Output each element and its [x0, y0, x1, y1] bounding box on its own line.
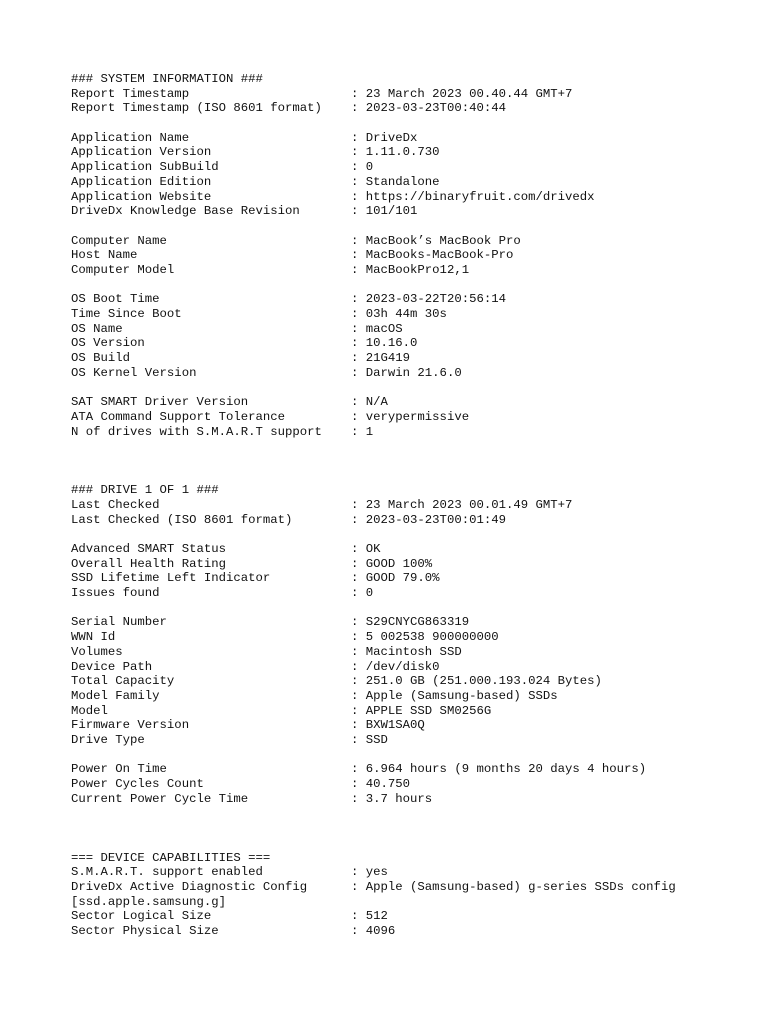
- field-label: Power Cycles Count: [71, 777, 204, 792]
- application-version-row: [71, 145, 751, 160]
- ata-tolerance-row: [71, 410, 751, 425]
- field-label: Last Checked (ISO 8601 format): [71, 512, 293, 527]
- diagnostic-config-row: [71, 880, 751, 895]
- power-on-time-row: [71, 762, 751, 777]
- field-value: : MacBookPro12,1: [351, 263, 469, 278]
- field-value: : BXW1SA0Q: [351, 718, 425, 733]
- field-value: : Apple (Samsung-based) g-series SSDs config: [351, 880, 676, 895]
- field-value: : Standalone: [351, 175, 440, 190]
- smart-status-row: [71, 542, 751, 557]
- field-value: : Darwin 21.6.0: [351, 366, 462, 381]
- field-value: : 0: [351, 160, 373, 175]
- field-label: SAT SMART Driver Version: [71, 395, 249, 410]
- issues-found-row: [71, 586, 751, 601]
- host-name-row: [71, 248, 751, 263]
- application-subbuild-row: [71, 160, 751, 175]
- field-value: : 6.964 hours (9 months 20 days 4 hours): [351, 762, 646, 777]
- smart-drive-count-row: [71, 425, 751, 440]
- kb-revision-row: [71, 204, 751, 219]
- application-website-row: [71, 190, 751, 205]
- section-spacer: [71, 806, 751, 850]
- device-path-row: [71, 660, 751, 675]
- field-value: : 2023-03-22T20:56:14: [351, 292, 506, 307]
- field-value: : 101/101: [351, 204, 417, 219]
- model-family-row: [71, 689, 751, 704]
- drive-type-row: [71, 733, 751, 748]
- field-value: : GOOD 79.0%: [351, 571, 440, 586]
- field-value: : 23 March 2023 00.40.44 GMT+7: [351, 87, 572, 102]
- blank-line: [71, 278, 751, 293]
- sector-logical-row: [71, 909, 751, 924]
- field-label: Serial Number: [71, 615, 167, 630]
- field-label: Volumes: [71, 644, 123, 659]
- field-value: : Apple (Samsung-based) SSDs: [351, 689, 558, 704]
- field-value: : 03h 44m 30s: [351, 307, 447, 322]
- last-checked-iso-row: [71, 513, 751, 528]
- os-boot-time-row: [71, 292, 751, 307]
- report-timestamp-iso-row: [71, 101, 751, 116]
- report-timestamp-row: [71, 87, 751, 102]
- field-label: OS Build: [71, 351, 131, 366]
- field-label: N of drives with S.M.A.R.T support: [71, 424, 322, 439]
- field-value: : MacBook’s MacBook Pro: [351, 234, 521, 249]
- field-value: : SSD: [351, 733, 388, 748]
- field-value: : 2023-03-23T00:40:44: [351, 101, 506, 116]
- sector-physical-row: [71, 924, 751, 939]
- field-label: ATA Command Support Tolerance: [71, 409, 286, 424]
- os-name-row: [71, 322, 751, 337]
- field-value: : GOOD 100%: [351, 557, 432, 572]
- ssd-lifetime-row: [71, 571, 751, 586]
- field-label: Host Name: [71, 248, 138, 263]
- diagnostic-config-continuation: [ssd.apple.samsung.g]: [71, 894, 226, 909]
- field-label: Computer Model: [71, 262, 175, 277]
- wwn-id-row: [71, 630, 751, 645]
- field-value: : /dev/disk0: [351, 660, 440, 675]
- field-value: : 1.11.0.730: [351, 145, 440, 160]
- field-label: Overall Health Rating: [71, 556, 226, 571]
- serial-number-row: [71, 615, 751, 630]
- section-spacer: [71, 439, 751, 483]
- time-since-boot-row: [71, 307, 751, 322]
- field-label: Issues found: [71, 586, 160, 601]
- field-label: Device Path: [71, 659, 153, 674]
- field-value: : APPLE SSD SM0256G: [351, 704, 491, 719]
- total-capacity-row: [71, 674, 751, 689]
- field-label: Application Edition: [71, 174, 212, 189]
- field-label: Model Family: [71, 688, 160, 703]
- field-label: Computer Name: [71, 233, 167, 248]
- application-name-row: [71, 131, 751, 146]
- blank-line: [71, 527, 751, 542]
- field-value: : OK: [351, 542, 381, 557]
- power-cycles-row: [71, 777, 751, 792]
- blank-line: [71, 219, 751, 234]
- field-value: : N/A: [351, 395, 388, 410]
- field-label: Power On Time: [71, 762, 167, 777]
- field-value: : verypermissive: [351, 410, 469, 425]
- field-value: : yes: [351, 865, 388, 880]
- os-build-row: [71, 351, 751, 366]
- field-label: Application Version: [71, 145, 212, 160]
- sat-smart-driver-row: [71, 395, 751, 410]
- field-label: Drive Type: [71, 732, 145, 747]
- smart-enabled-row: [71, 865, 751, 880]
- firmware-version-row: [71, 718, 751, 733]
- field-value: : macOS: [351, 322, 403, 337]
- field-value: : 1: [351, 425, 373, 440]
- os-kernel-version-row: [71, 366, 751, 381]
- field-value: : 251.0 GB (251.000.193.024 Bytes): [351, 674, 602, 689]
- volumes-row: [71, 645, 751, 660]
- field-value: : DriveDx: [351, 131, 417, 146]
- field-label: WWN Id: [71, 630, 116, 645]
- field-label: Current Power Cycle Time: [71, 791, 249, 806]
- field-label: OS Version: [71, 336, 145, 351]
- field-value: : 10.16.0: [351, 336, 417, 351]
- blank-line: [71, 116, 751, 131]
- report-text: [71, 72, 751, 939]
- field-label: Report Timestamp (ISO 8601 format): [71, 101, 322, 116]
- field-label: Total Capacity: [71, 674, 175, 689]
- field-label: OS Name: [71, 321, 123, 336]
- field-value: : S29CNYCG863319: [351, 615, 469, 630]
- blank-line: [71, 380, 751, 395]
- capabilities-section-title: === DEVICE CAPABILITIES ===: [71, 850, 271, 865]
- os-version-row: [71, 336, 751, 351]
- field-label: SSD Lifetime Left Indicator: [71, 571, 271, 586]
- field-value: : 0: [351, 586, 373, 601]
- health-rating-row: [71, 557, 751, 572]
- field-label: OS Kernel Version: [71, 365, 197, 380]
- field-value: : https://binaryfruit.com/drivedx: [351, 190, 595, 205]
- field-value: : 21G419: [351, 351, 410, 366]
- system-section-title: ### SYSTEM INFORMATION ###: [71, 72, 263, 86]
- field-value: : 2023-03-23T00:01:49: [351, 513, 506, 528]
- field-value: : 4096: [351, 924, 395, 939]
- field-label: Sector Physical Size: [71, 923, 219, 938]
- field-value: : MacBooks-MacBook-Pro: [351, 248, 513, 263]
- field-label: Advanced SMART Status: [71, 542, 226, 557]
- blank-line: [71, 748, 751, 763]
- drive-section-title: ### DRIVE 1 OF 1 ###: [71, 483, 219, 498]
- field-label: Time Since Boot: [71, 307, 182, 321]
- field-label: DriveDx Active Diagnostic Config: [71, 879, 308, 894]
- field-value: : 23 March 2023 00.01.49 GMT+7: [351, 498, 572, 513]
- application-edition-row: [71, 175, 751, 190]
- field-value: : Macintosh SSD: [351, 645, 462, 660]
- field-value: : 512: [351, 909, 388, 924]
- computer-model-row: [71, 263, 751, 278]
- field-label: Firmware Version: [71, 718, 190, 733]
- field-label: Last Checked: [71, 497, 160, 512]
- current-cycle-time-row: [71, 792, 751, 807]
- last-checked-row: [71, 498, 751, 513]
- field-label: Application SubBuild: [71, 160, 219, 175]
- blank-line: [71, 601, 751, 616]
- field-label: OS Boot Time: [71, 292, 160, 307]
- model-row: [71, 704, 751, 719]
- field-value: : 40.750: [351, 777, 410, 792]
- field-label: Sector Logical Size: [71, 909, 212, 924]
- field-label: Application Website: [71, 189, 212, 204]
- field-value: : 5 002538 900000000: [351, 630, 499, 645]
- computer-name-row: [71, 234, 751, 249]
- field-value: : 3.7 hours: [351, 792, 432, 807]
- field-label: DriveDx Knowledge Base Revision: [71, 204, 300, 219]
- field-label: Model: [71, 703, 108, 718]
- field-label: Application Name: [71, 130, 190, 145]
- field-label: Report Timestamp: [71, 86, 190, 101]
- field-label: S.M.A.R.T. support enabled: [71, 865, 263, 880]
